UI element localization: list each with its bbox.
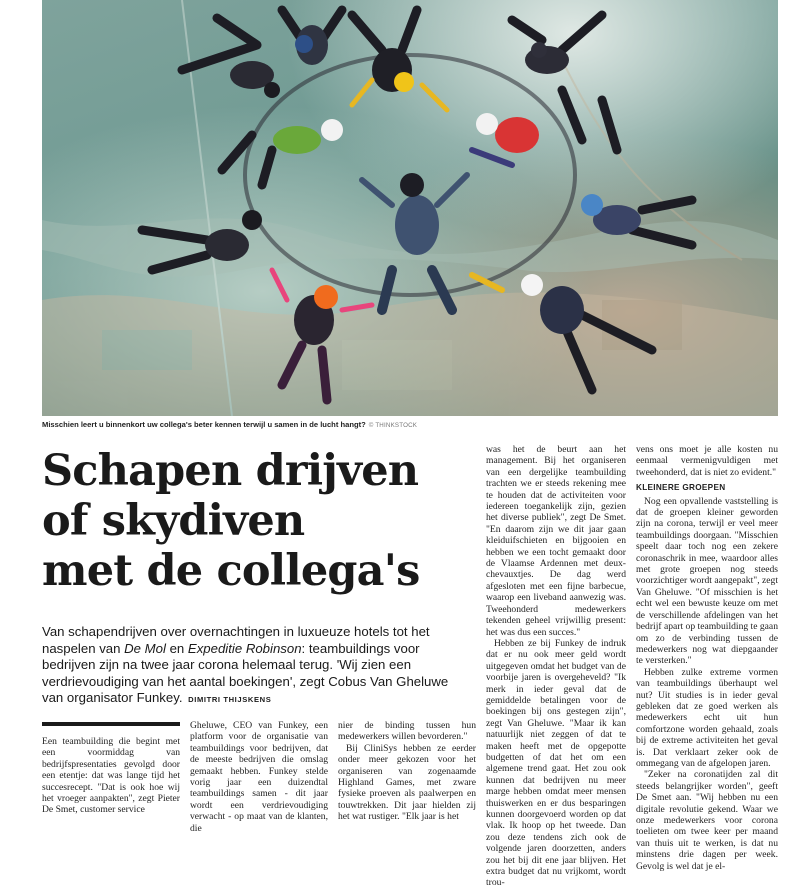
- article-column-4: [486, 444, 626, 889]
- skydiver-figure: [472, 90, 617, 165]
- paragraph: was het de beurt aan het management. Bij het organiseren van een dergelijke teambuilding trachten we er steeds rekening mee te houden dat de activiteiten voor iedereen toegankelijk zijn, gezien het diverse publiek", zegt De Smet. "En daarom zijn we dit jaar gaan kleiduifschieten en bijgooien en hebben we een tocht gemaakt door de Vlaamse Ardennen met deux-chevauxtjes. De dag werd afgesloten met een fijne barbecue, waarop een liveband aanwezig was. Tweehonderd medewerkers tekenden geheel vrijwillig present: het was dus een succes.": [486, 444, 626, 638]
- article-column-3: [338, 720, 476, 823]
- skydivers-illustration: [42, 0, 778, 416]
- skydiver-figure: [222, 119, 343, 185]
- article-headline: [42, 446, 462, 596]
- paragraph: "Zeker na coronatijden zal dit steeds belangrijker worden", geeft De Smet aan. "Wij hebben nu een digitale revolutie gekend. Waar we onze medewerkers voor corona toelieten om twee keer per maand van thuis uit te werken, is dat nu minstens drie dagen per week. Gevolg is wel dat je el-: [636, 769, 778, 872]
- paragraph: Hebben ze bij Funkey de indruk dat er nu ook meer geld wordt uitgegeven omdat het budget van de voorbije jaren is overgeheveld? "Ik merk in ieder geval dat de gemiddelde betalingen voor de boekingen bij ons gestegen zijn", zegt Van Gheluwe. "Maar ik kan natuurlijk niet zeggen of dat te maken heeft met de opgepotte budgetten of dat het om een algemene trend gaat. Het zou ook kunnen dat bedrijven nu meer marge hebben omdat meer mensen thuiswerken en er dus besparingen kunnen doorgevoerd worden op dat vlak. Ik hoop op het tweede. Dan zou deze tendens zich ook de volgende jaren doorzetten, anders zou het bij dit ene jaar blijven. Het extra budget dat nu vrijkomt, wordt trou-: [486, 637, 626, 889]
- article-lead: [42, 624, 464, 709]
- lead-text: Van schapendrijven over overnachtingen in luxueuze hotels tot het naspelen van: [42, 624, 430, 656]
- section-rule: [42, 722, 180, 726]
- skydiver-figure: [182, 18, 280, 98]
- headline-line: met de collega's: [42, 546, 420, 596]
- skydiver-figure: [512, 15, 602, 74]
- byline: DIMITRI THIJSKENS: [188, 695, 272, 705]
- paragraph: Gheluwe, CEO van Funkey, een platform voor de organisatie van teambuildings voor bedrijven, dat de meeste bedrijven die omslag gemaakt hebben. Funkey stelde vorig jaar een duizendtal teambuildings samen - dit jaar wordt een verdrievoudiging verwacht - op maat van de klanten, die: [190, 720, 328, 834]
- paragraph: vens ons moet je alle kosten nu eenmaal vermenigvuldigen met tweehonderd, dat is niet zo evident.": [636, 444, 778, 478]
- skydivers-photo: [42, 0, 778, 416]
- headline-line: Schapen drijven: [42, 446, 419, 496]
- lead-show-title: Expeditie Robinson: [187, 640, 302, 656]
- paragraph: nier de binding tussen hun medewerkers willen bevorderen.": [338, 720, 476, 743]
- headline-line: of skydiven: [42, 496, 305, 546]
- article-column-5: [636, 444, 778, 872]
- paragraph: Bij CliniSys hebben ze eerder onder meer gekozen voor het organiseren van zogenaamde Highland Games, met zware fysieke proeven als paalwerpen en touwtrekken. Dit jaar hielden zij het wat rustiger. "Elk jaar is het: [338, 742, 476, 823]
- paragraph: Een teambuilding die begint met een voormiddag van bedrijfspresentaties gevolgd door een etentje: dat was lange tijd het succesrecept. "Dat is ook hoe wij het vroeger aanpakten", zegt Pieter De Smet, customer service: [42, 736, 180, 816]
- paragraph: Hebben zulke extreme vormen van teambuildings überhaupt wel nut? Uit studies is in ieder geval gebleken dat ze goed werken als medewerkers echt uit hun comfortzone worden gehaald, zoals bij de extreme activiteiten het geval is. Dat verklaart zeker ook de ommegang van de afgelopen jaren.: [636, 666, 778, 769]
- photo-caption: [42, 420, 778, 429]
- photo-credit: © THINKSTOCK: [368, 422, 418, 429]
- skydiver-figure: [282, 10, 342, 65]
- subheading: KLEINERE GROEPEN: [636, 483, 726, 493]
- caption-text: Misschien leert u binnenkort uw collega's beter kennen terwijl u samen in de lucht hangt?: [42, 420, 366, 429]
- paragraph: Nog een opvallende vaststelling is dat de groepen kleiner geworden zijn na corona, terwijl er veel meer teambuildings doorgaan. "Misschien speelt daar toch nog een zekere coronaschrik in mee, waardoor alles met grote groepen nog steeds voorzichtiger wordt aangepakt", zegt Van Gheluwe. "Of misschien is het echt wel een bewuste keuze om met de verschillende afdelingen van het bedrijf apart op teambuilding te gaan om zo de verbinding tussen de medewerkers nog wat diepgaander te versterken.": [636, 495, 778, 667]
- article-column-2: [190, 720, 328, 834]
- lead-text: : teambuildings voor bedrijven zijn na twee jaar corona helemaal terug. 'Wij zien een verdrievoudiging van het aantal boekingen', zegt Cobus Van Gheluwe van organisator Funkey.: [42, 640, 449, 706]
- lead-show-title: De Mol: [124, 640, 166, 656]
- article-column-1: [42, 736, 180, 816]
- lead-text: en: [165, 640, 188, 656]
